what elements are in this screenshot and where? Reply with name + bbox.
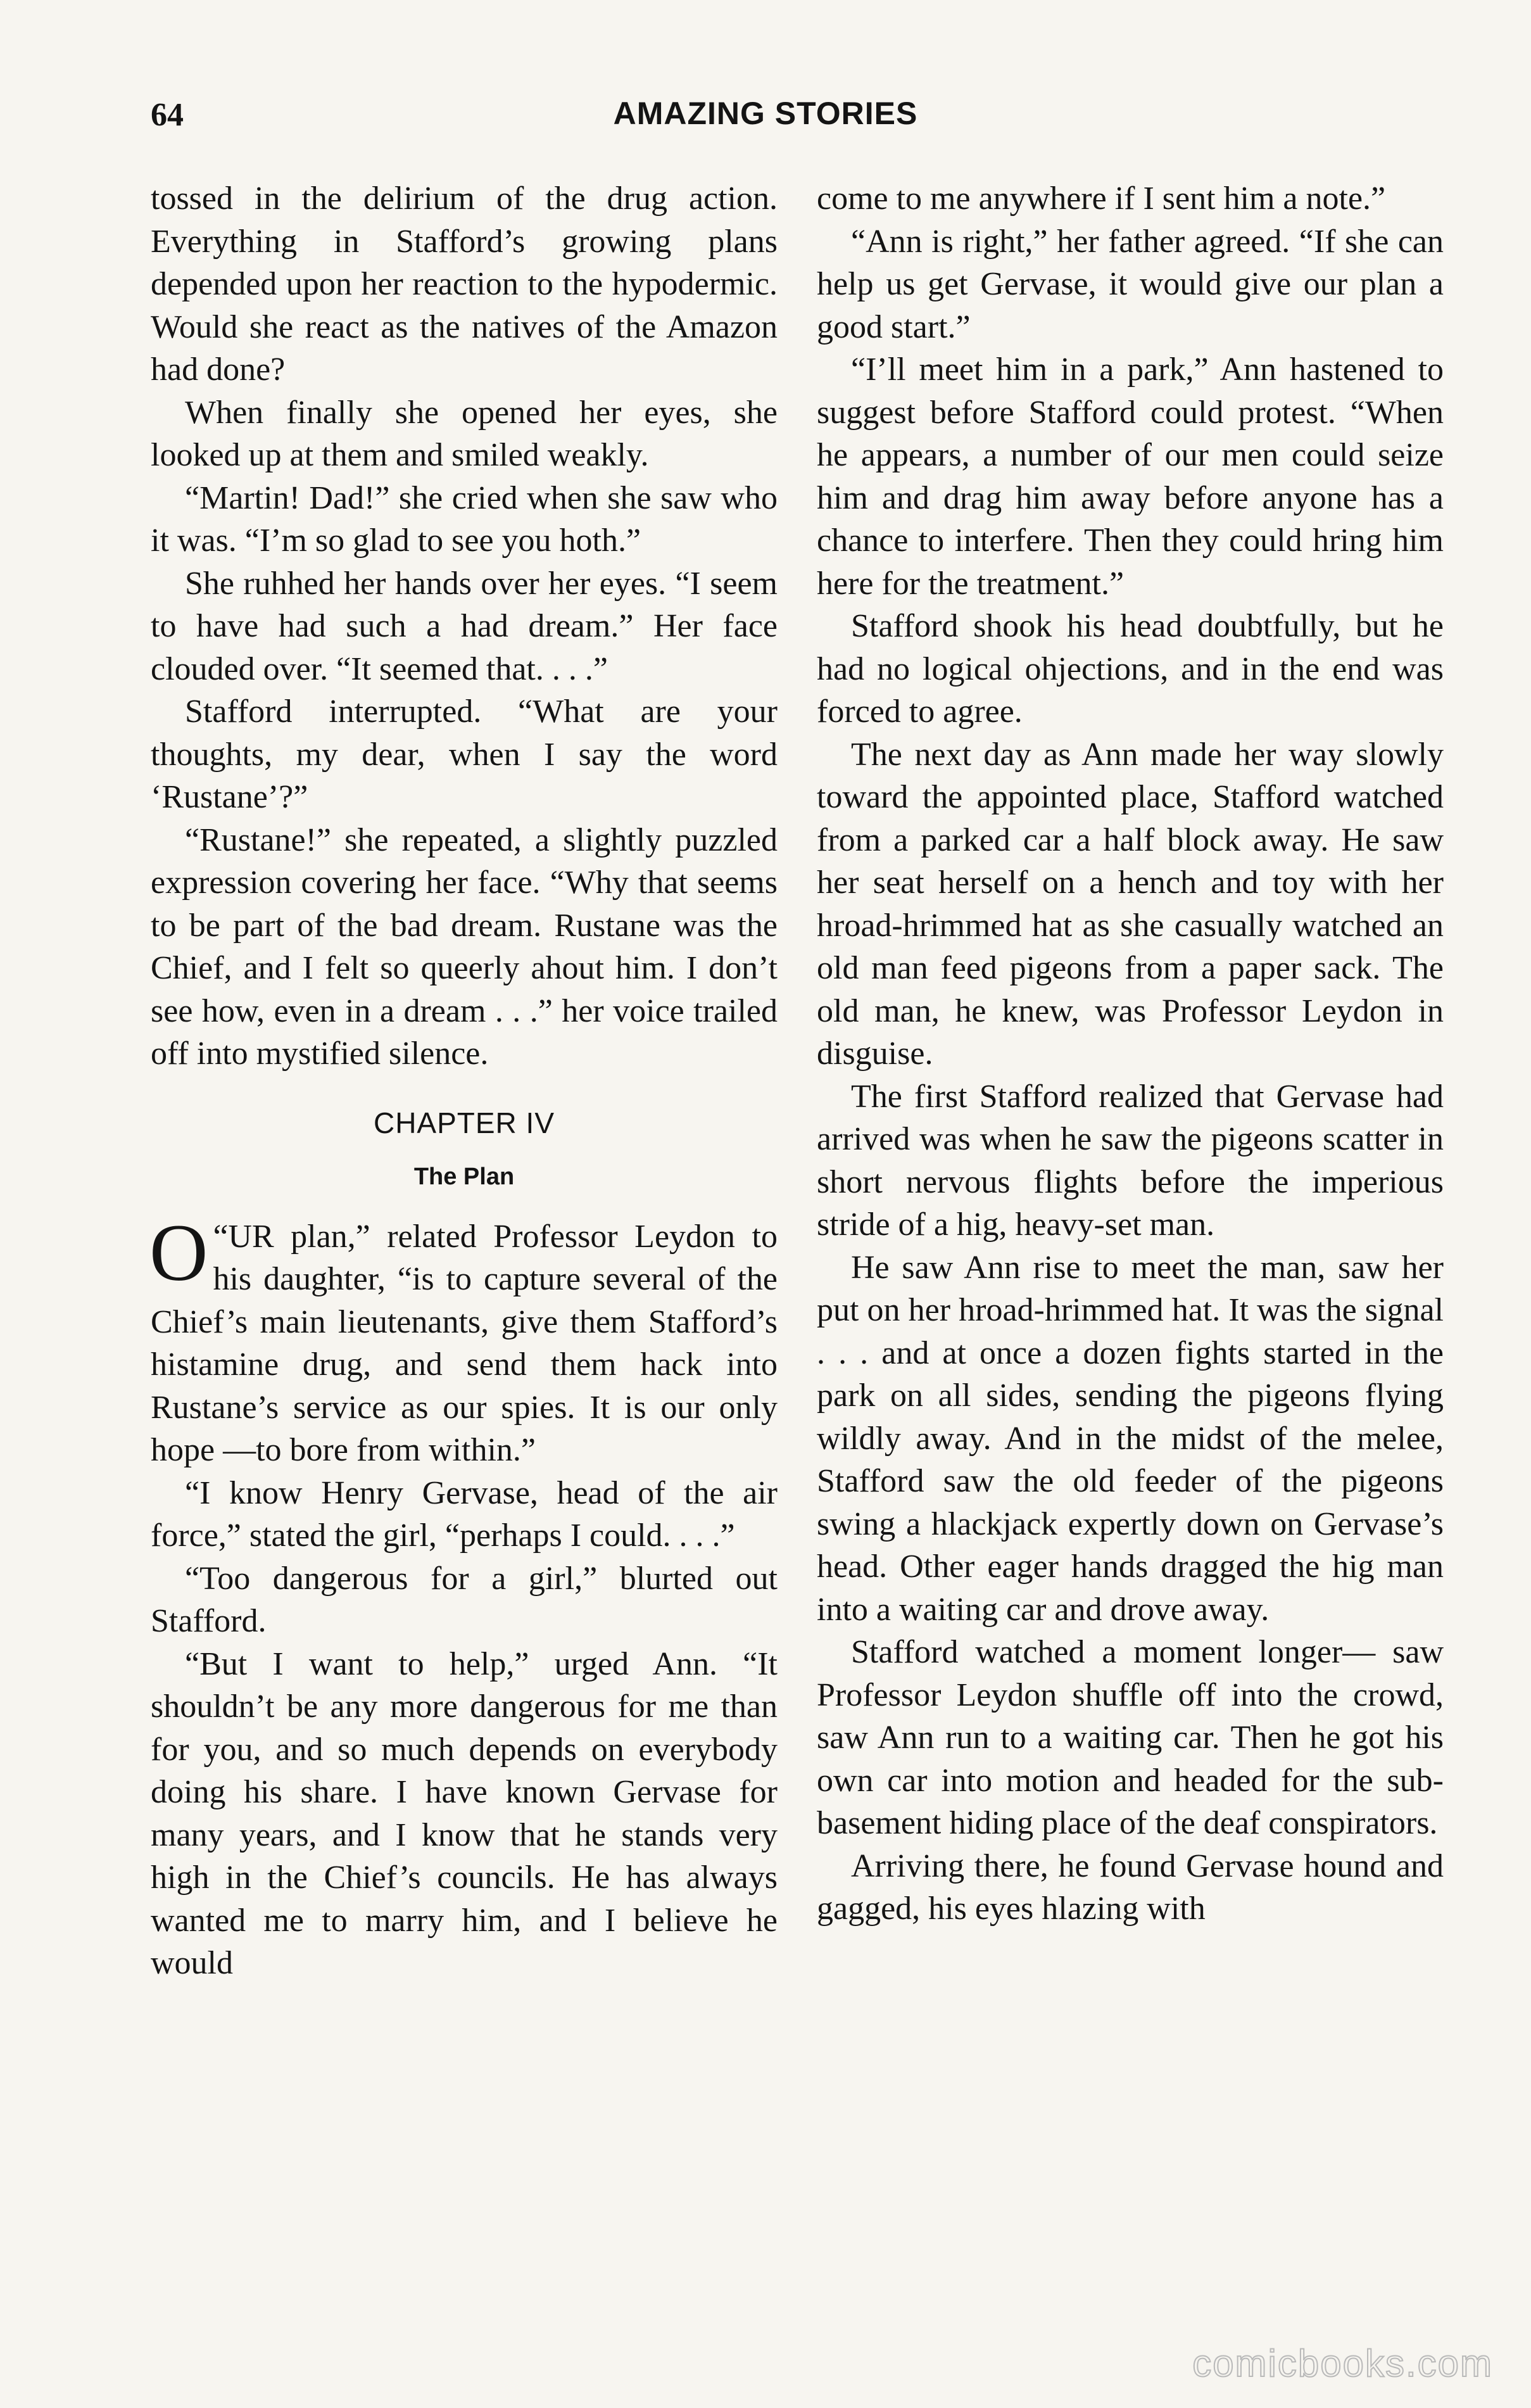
paragraph: “I’ll meet him in a park,” Ann hastened to suggest before Stafford could protest. “When he appears, a number of our men could seize him and drag him away before anyone has a chance to interfere. Then they could hring him here for the treatment.” (817, 352, 1444, 602)
paragraph: “But I want to help,” urged Ann. “It shouldn’t be any more dangerous for me than for you, and so much depends on everybody doing his share. I have known Gervase for many years, and I know that he stands very high in the Chief’s councils. He has always wanted me to marry him, and I believe he would (151, 1645, 778, 1981)
paragraph: The next day as Ann made her way slowly toward the appointed place, Stafford watched from a parked car a half block away. He saw her seat herself on a hench and toy with her hroad-hrimmed hat as she casually watched an old man feed pigeons from a paper sack. The old man, he knew, was Professor Leydon in disguise. (817, 736, 1444, 1072)
paragraph: Arriving there, he found Gervase hound and gagged, his eyes hlazing with (817, 1847, 1444, 1927)
paragraph: “Martin! Dad!” she cried when she saw who it was. “I’m so glad to see you hoth.” (151, 479, 778, 559)
left-column (151, 177, 778, 1985)
running-title: AMAZING STORIES (613, 96, 918, 131)
drop-cap: O (149, 1207, 208, 1298)
paragraph: Stafford interrupted. “What are your thoughts, my dear, when I say the word ‘Rustane’?” (151, 694, 778, 815)
paragraph: “Rustane!” she repeated, a slightly puzzled expression covering her face. “Why that seems to be part of the bad dream. Rustane was the Chief, and I felt so queerly ahout him. I don’t see how, even in a dream . . .” her voice trailed off into mystified silence. (151, 821, 778, 1072)
paragraph: When finally she opened her eyes, she looked up at them and smiled weakly. (151, 394, 778, 473)
paragraph: “I know Henry Gervase, head of the air force,” stated the girl, “perhaps I could. . . .” (151, 1474, 778, 1554)
paragraph: come to me anywhere if I sent him a note.” (817, 181, 1386, 217)
paragraph-text: UR plan,” related Professor Leydon to his daughter, “is to capture several of the Chief’s main lieutenants, give them Stafford’s histamine drug, and send them hack into Rustane’s service as our spies. It is our only hope —to bore from within.” (151, 1218, 778, 1468)
chapter-subtitle: The Plan (413, 1163, 515, 1190)
watermark: comicbooks.com (1192, 2342, 1493, 2385)
page-number: 64 (151, 97, 184, 133)
paragraph: tossed in the delirium of the drug action. Everything in Stafford’s growing plans depended upon her reaction to the hypodermic. Would she react as the natives of the Amazon had done? (151, 181, 778, 388)
paragraph: “Too dangerous for a girl,” blurted out Stafford. (151, 1560, 778, 1639)
chapter-heading: CHAPTER IV (373, 1106, 555, 1139)
chapter-opening-paragraph (149, 1207, 778, 1472)
paragraph: She ruhhed her hands over her eyes. “I seem to have had such a had dream.” Her face clouded over. “It seemed that. . . .” (151, 565, 778, 687)
paragraph: He saw Ann rise to meet the man, saw her put on her hroad-hrimmed hat. It was the signal . . . and at once a dozen fights started in the park on all sides, sending the pigeons flying wildly away. And in the midst of the melee, Stafford saw the old feeder of the pigeons swing a hlackjack expertly down on Gervase’s head. Other eager hands dragged the hig man into a waiting car and drove away. (817, 1249, 1444, 1628)
paragraph: Stafford shook his head doubtfully, but he had no logical ohjections, and in the end was forced to agree. (817, 608, 1444, 730)
opening-quote-mark: “ (213, 1217, 229, 1255)
paragraph: “Ann is right,” her father agreed. “If she can help us get Gervase, it would give our plan a good start.” (817, 223, 1444, 345)
right-column (817, 177, 1444, 1930)
paragraph: Stafford watched a moment longer— saw Professor Leydon shuffle off into the crowd, saw Ann run to a waiting car. Then he got his own car into motion and headed for the sub-basement hiding place of the deaf conspirators. (817, 1634, 1444, 1841)
paragraph: The first Stafford realized that Gervase had arrived was when he saw the pigeons scatter in short nervous flights before the imperious stride of a hig, heavy-set man. (817, 1078, 1444, 1243)
